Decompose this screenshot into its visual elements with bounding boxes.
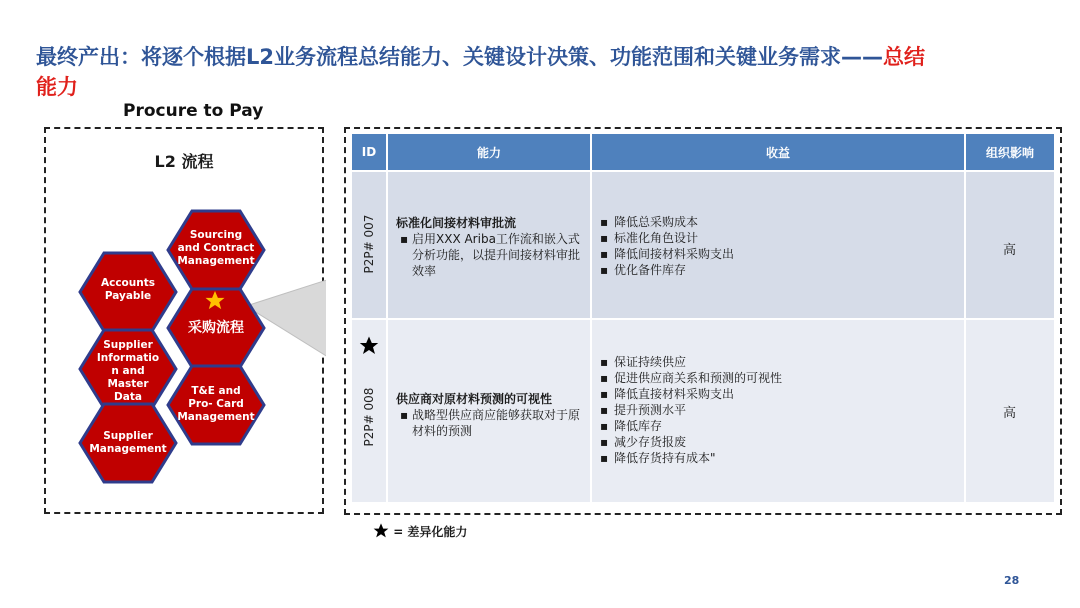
legend-star-icon	[373, 523, 389, 539]
hex-label-supplier-mgmt: Supplier Management	[89, 430, 167, 455]
row1-id: P2P# 007	[362, 214, 376, 274]
row2-benefit: ▪ 减少存货报废	[598, 434, 782, 450]
row1-capability-cell	[388, 172, 590, 318]
capability-table	[352, 134, 1054, 502]
hex-label-te: T&E and Pro- Card Management	[177, 385, 255, 423]
row2-capability-bullet: ▪ 战略型供应商应能够获取对于原材料的预测	[396, 407, 588, 439]
page-title	[36, 42, 936, 102]
l2-process-panel	[44, 127, 324, 514]
row2-id-cell	[352, 320, 386, 502]
header-impact: 组织影响	[966, 134, 1054, 170]
header-benefit: 收益	[592, 134, 964, 170]
row2-impact: 高	[1003, 406, 1017, 421]
hex-label-accounts: Accounts Payable	[100, 277, 155, 302]
row2-benefit-cell	[592, 320, 964, 502]
row2-id: P2P# 008	[362, 387, 376, 447]
legend-text: = 差异化能力	[393, 525, 468, 539]
l2-heading: L2 流程	[154, 152, 214, 171]
header-id: ID	[352, 134, 386, 170]
row2-benefit: ▪ 提升预测水平	[598, 402, 782, 418]
row1-capability-bullet: ▪ 启用XXX Ariba工作流和嵌入式分析功能，以提升间接材料审批效率	[396, 231, 588, 279]
page-number: 28	[1004, 574, 1020, 587]
row1-benefit: ▪ 优化备件库存	[598, 262, 734, 278]
hex-label-sourcing: Sourcing and Contract Management	[177, 229, 255, 267]
row1-impact: 高	[1003, 243, 1017, 258]
row2-capability-cell	[388, 320, 590, 502]
row2-benefit: ▪ 降低库存	[598, 418, 782, 434]
row1-benefit-cell	[592, 172, 964, 318]
row2-impact-cell	[966, 320, 1054, 502]
row1-benefit: ▪ 降低总采购成本	[598, 214, 734, 230]
row2-benefit: ▪ 保证持续供应	[598, 354, 782, 370]
row2-capability-title: 供应商对原材料预测的可视性	[396, 392, 553, 406]
row2-benefit: ▪ 降低直接材料采购支出	[598, 386, 782, 402]
hex-label-center: 采购流程	[188, 320, 244, 336]
title-main: 最终产出：将逐个根据L2业务流程总结能力、关键设计决策、功能范围和关键业务需求——	[36, 45, 883, 69]
row2-benefit: ▪ 促进供应商关系和预测的可视性	[598, 370, 782, 386]
row1-impact-cell	[966, 172, 1054, 318]
header-capability: 能力	[388, 134, 590, 170]
hex-label-supplier-info: Supplier Informatio n and Master Data	[96, 339, 160, 403]
row1-id-cell	[352, 172, 386, 318]
row2-benefit: ▪ 降低存货持有成本"	[598, 450, 782, 466]
title-accent: 总结能力	[36, 45, 925, 99]
differentiator-star-icon	[359, 336, 379, 356]
row1-capability-title: 标准化间接材料审批流	[396, 216, 517, 230]
page-subtitle: Procure to Pay	[123, 101, 264, 121]
legend	[373, 523, 467, 540]
row1-benefit: ▪ 标准化角色设计	[598, 230, 734, 246]
row1-benefit: ▪ 降低间接材料采购支出	[598, 246, 734, 262]
